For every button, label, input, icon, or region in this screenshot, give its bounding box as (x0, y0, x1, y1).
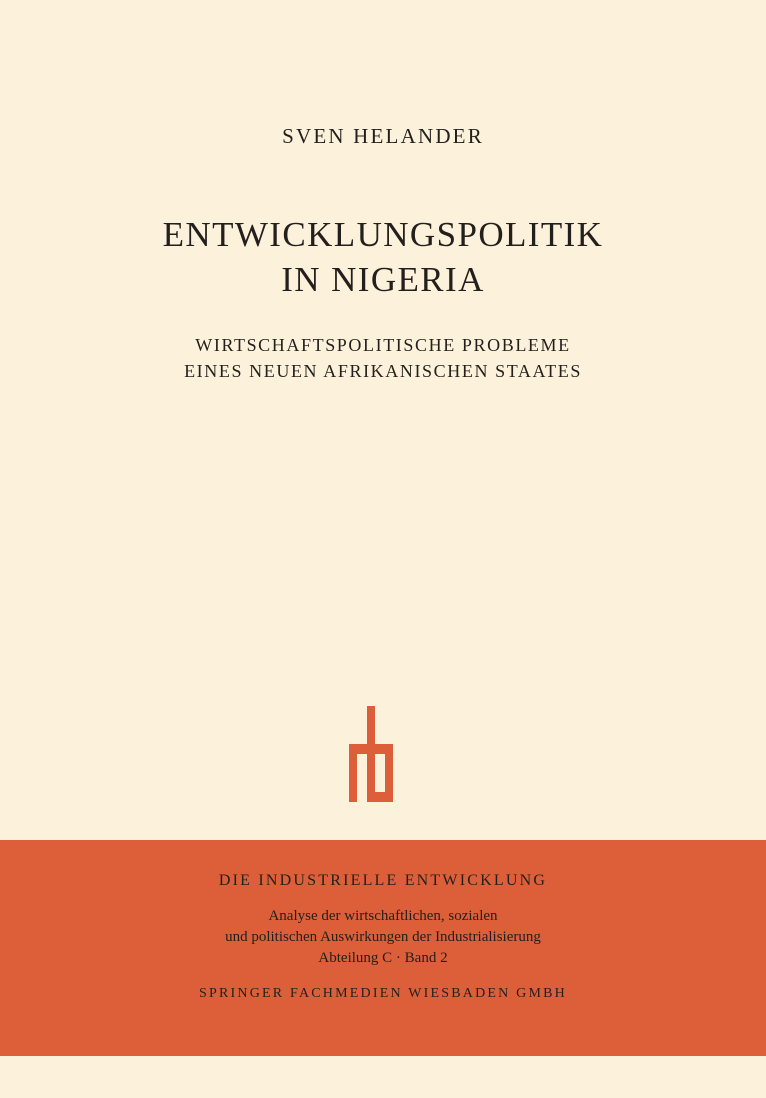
author-name: SVEN HELANDER (282, 124, 484, 148)
book-title-line-2: IN NIGERIA (281, 260, 485, 299)
book-subtitle-line-1: WIRTSCHAFTSPOLITISCHE PROBLEME (195, 335, 571, 355)
book-title-line-1: ENTWICKLUNGSPOLITIK (162, 215, 604, 254)
series-volume: Abteilung C · Band 2 (318, 950, 448, 966)
series-description-line-2: und politischen Auswirkungen der Industrialisierung (225, 929, 541, 945)
publisher-name: SPRINGER FACHMEDIEN WIESBADEN GMBH (199, 986, 567, 1001)
book-subtitle-line-2: EINES NEUEN AFRIKANISCHEN STAATES (184, 361, 582, 381)
book-title (0, 212, 766, 302)
series-description (0, 906, 766, 969)
series-description-line-1: Analyse der wirtschaftlichen, sozialen (268, 908, 498, 924)
book-subtitle (0, 332, 766, 384)
factory-chimney-logo-icon (349, 706, 393, 802)
series-name: DIE INDUSTRIELLE ENTWICKLUNG (218, 872, 548, 889)
